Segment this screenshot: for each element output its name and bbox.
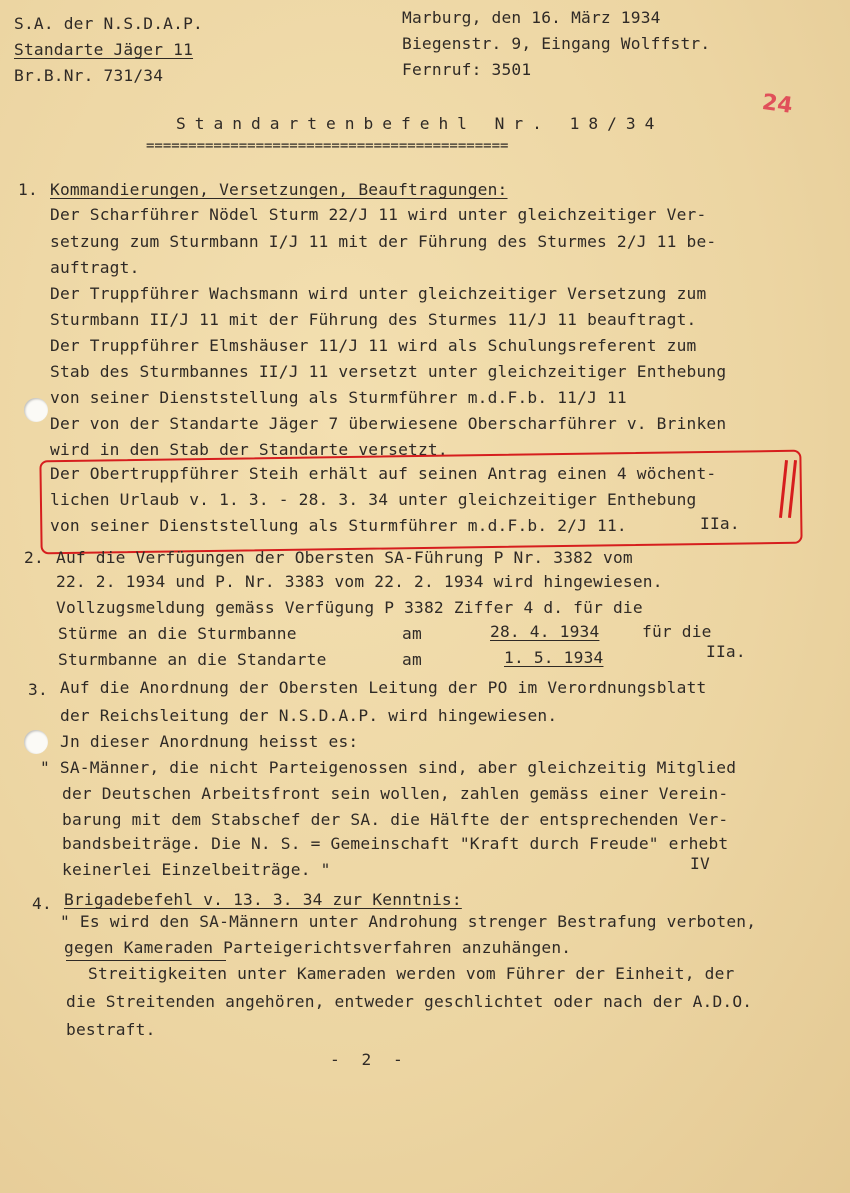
punch-hole (24, 730, 48, 754)
item-1-number: 1. (18, 180, 38, 199)
title-rule: =========================================== (146, 138, 509, 154)
item-1-line: lichen Urlaub v. 1. 3. - 28. 3. 34 unter gleichzeitiger Enthebung (50, 490, 697, 509)
item-2-row-date: 28. 4. 1934 (490, 622, 600, 641)
punch-hole (24, 398, 48, 422)
item-2-line: Auf die Verfügungen der Obersten SA-Führung P Nr. 3382 vom (56, 548, 633, 567)
item-1-line: Der Truppführer Elmshäuser 11/J 11 wird als Schulungsreferent zum (50, 336, 697, 355)
item-1-heading: Kommandierungen, Versetzungen, Beauftragungen: (50, 180, 508, 199)
page-number: - 2 - (330, 1050, 409, 1069)
red-highlight-box (39, 450, 802, 555)
item-3-quote-line: " SA-Männer, die nicht Parteigenossen sind, aber gleichzeitig Mitglied (40, 758, 737, 777)
item-2-row-prep: am (402, 624, 422, 643)
place-date: Marburg, den 16. März 1934 (402, 8, 661, 27)
item-3-line: der Reichsleitung der N.S.D.A.P. wird hingewiesen. (60, 706, 558, 725)
item-4-underline (66, 960, 226, 961)
item-3-quote-line: bandsbeiträge. Die N. S. = Gemeinschaft "Kraft durch Freude" erhebt (62, 834, 729, 853)
item-3-number: 3. (28, 680, 48, 699)
item-4-line: die Streitenden angehören, entweder geschlichtet oder nach der A.D.O. (66, 992, 753, 1011)
margin-mark: 24 (760, 89, 795, 120)
item-2-line: 22. 2. 1934 und P. Nr. 3383 vom 22. 2. 1934 wird hingewiesen. (56, 572, 663, 591)
unit-name: Standarte Jäger 11 (14, 40, 194, 59)
item-4-line: gegen Kameraden Parteigerichtsverfahren anzuhängen. (64, 938, 572, 957)
item-1-line: setzung zum Sturmbann I/J 11 mit der Führung des Sturmes 2/J 11 be- (50, 232, 717, 251)
item-1-line: Der von der Standarte Jäger 7 überwiesene Oberscharführer v. Brinken (50, 414, 727, 433)
item-1-line: Sturmbann II/J 11 mit der Führung des Sturmes 11/J 11 beauftragt. (50, 310, 697, 329)
item-4-heading: Brigadebefehl v. 13. 3. 34 zur Kenntnis: (64, 890, 462, 909)
item-2-row-label: Stürme an die Sturmbanne (58, 624, 297, 643)
item-1-line: Der Truppführer Wachsmann wird unter gleichzeitiger Versetzung zum (50, 284, 707, 303)
item-4-line: " Es wird den SA-Männern unter Androhung strenger Bestrafung verboten, (60, 912, 757, 931)
item-1-line: auftragt. (50, 258, 140, 277)
item-4-line: Streitigkeiten unter Kameraden werden vom Führer der Einheit, der (88, 964, 735, 983)
item-2-row-label: Sturmbanne an die Standarte (58, 650, 327, 669)
item-1-line: von seiner Dienststellung als Sturmführer m.d.F.b. 11/J 11 (50, 388, 627, 407)
item-2-number: 2. (24, 548, 44, 567)
address: Biegenstr. 9, Eingang Wolffstr. (402, 34, 711, 53)
item-1-line: Der Scharführer Nödel Sturm 22/J 11 wird unter gleichzeitiger Ver- (50, 205, 707, 224)
item-1-line: von seiner Dienststellung als Sturmführer m.d.F.b. 2/J 11. (50, 516, 627, 535)
item-3-marginal: IV (690, 854, 710, 873)
item-1-marginal: IIa. (700, 514, 740, 533)
item-1-line: Stab des Sturmbannes II/J 11 versetzt unter gleichzeitiger Enthebung (50, 362, 727, 381)
item-2-marginal: IIa. (706, 642, 746, 661)
item-3-quote-line: keinerlei Einzelbeiträge. " (62, 860, 331, 879)
item-4-number: 4. (32, 894, 52, 913)
org-name: S.A. der N.S.D.A.P. (14, 14, 203, 33)
item-2-line: Vollzugsmeldung gemäss Verfügung P 3382 Ziffer 4 d. für die (56, 598, 643, 617)
item-3-quote-line: der Deutschen Arbeitsfront sein wollen, zahlen gemäss einer Verein- (62, 784, 729, 803)
item-1-line: wird in den Stab der Standarte versetzt. (50, 440, 448, 459)
document-title: Standartenbefehl Nr. 18/34 (176, 114, 664, 133)
item-2-row-prep: am (402, 650, 422, 669)
item-4-line: bestraft. (66, 1020, 156, 1039)
item-3-quote-line: barung mit dem Stabschef der SA. die Hälfte der entsprechenden Ver- (62, 810, 729, 829)
phone: Fernruf: 3501 (402, 60, 532, 79)
reference-number: Br.B.Nr. 731/34 (14, 66, 164, 85)
item-2-row-suffix: für die (642, 622, 712, 641)
item-3-line: Auf die Anordnung der Obersten Leitung der PO im Verordnungsblatt (60, 678, 707, 697)
item-2-row-date: 1. 5. 1934 (504, 648, 604, 667)
item-3-line: Jn dieser Anordnung heisst es: (60, 732, 359, 751)
item-1-line: Der Obertruppführer Steih erhält auf seinen Antrag einen 4 wöchent- (50, 464, 717, 483)
